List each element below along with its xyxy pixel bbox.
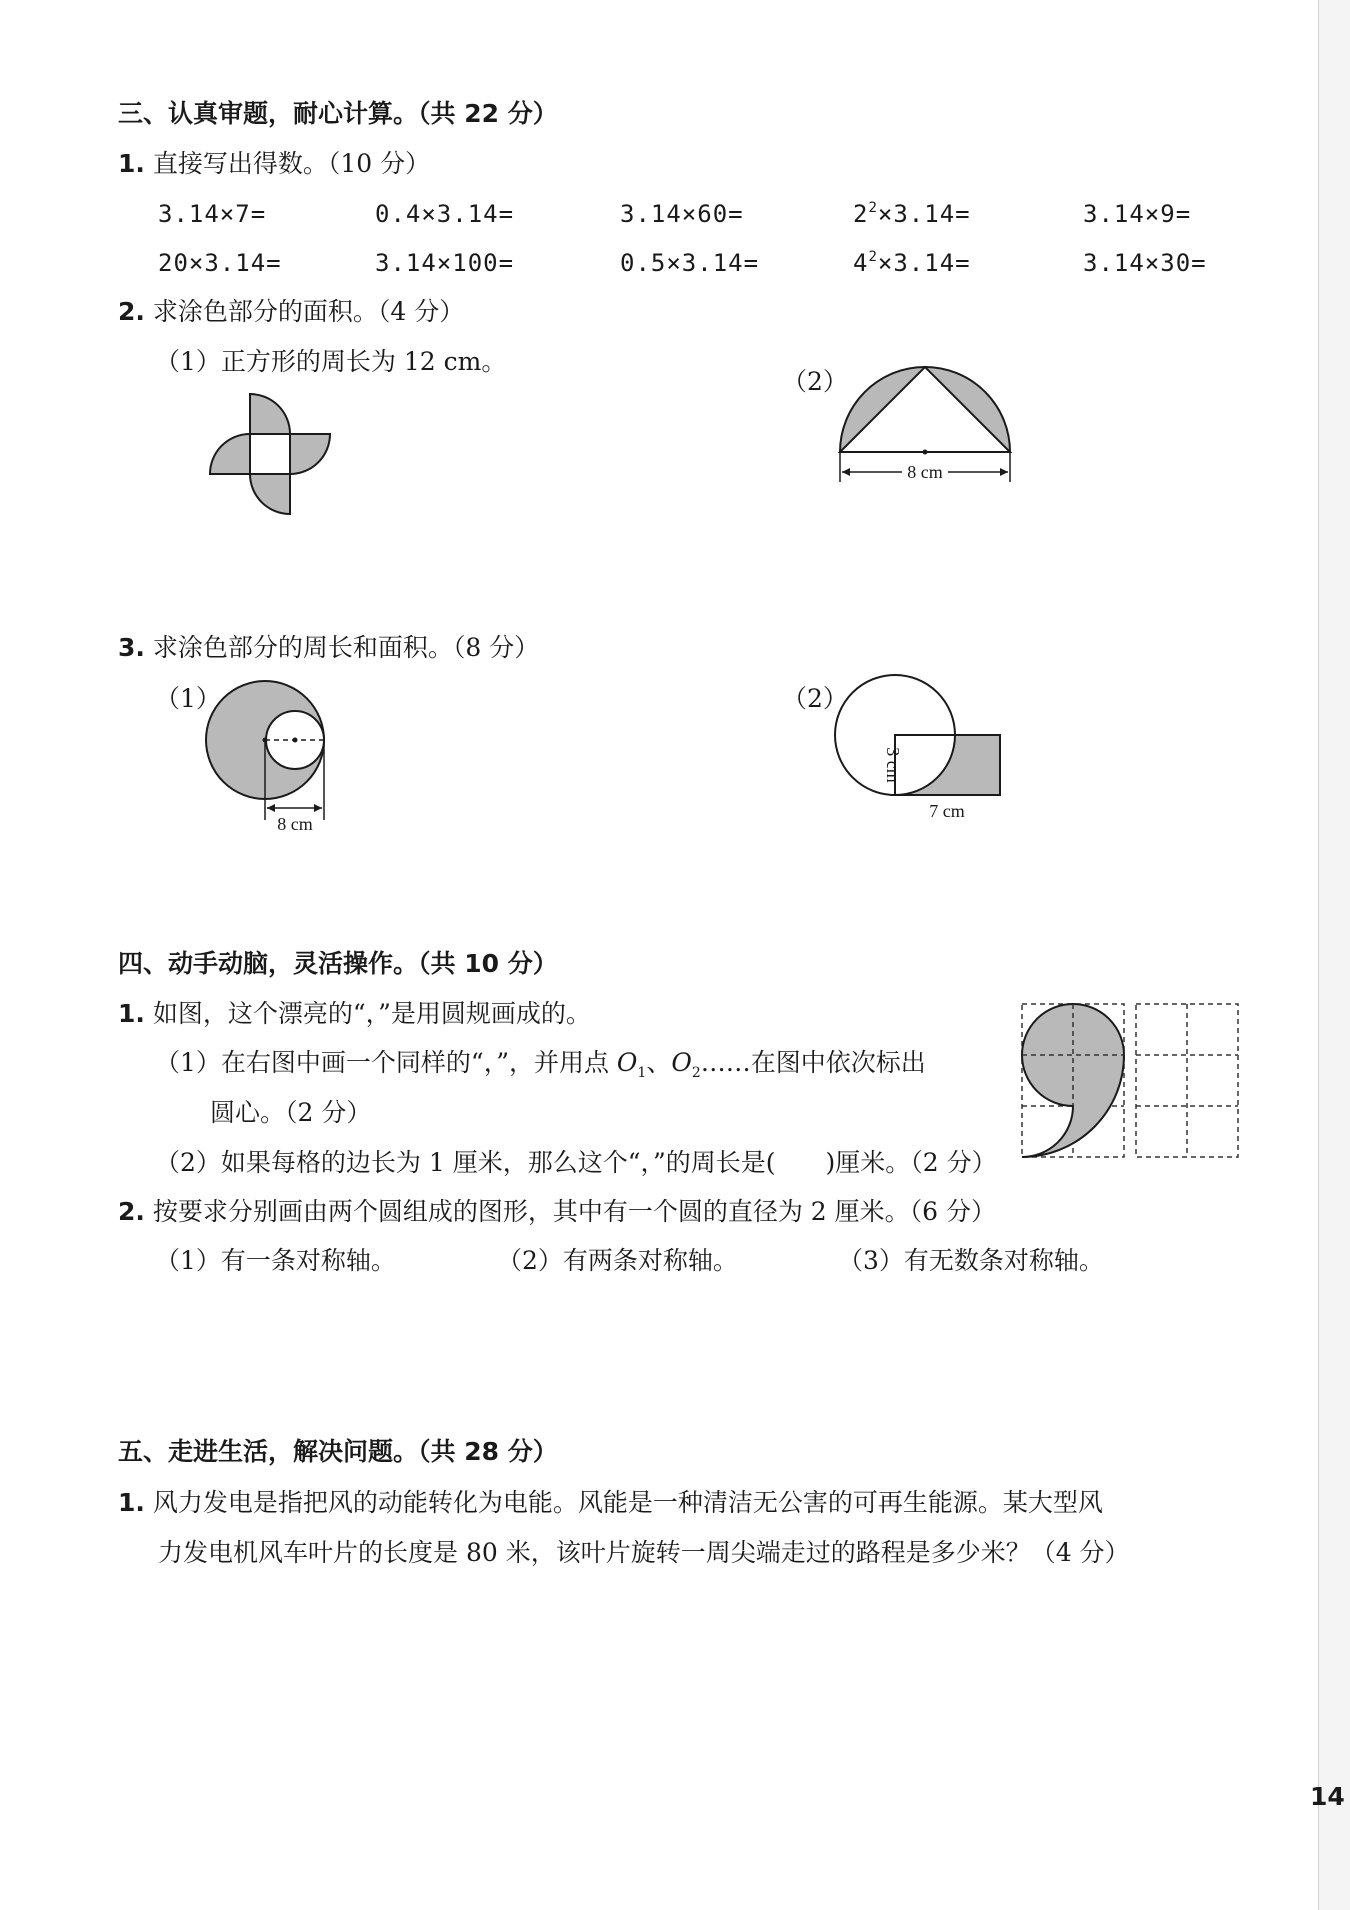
s4-q2-text: 按要求分别画由两个圆组成的图形，其中有一个圆的直径为 2 厘米。（6 分） bbox=[152, 1197, 997, 1226]
dimension-8cm-label: 8 cm bbox=[907, 462, 943, 482]
nested-circles-figure bbox=[205, 670, 345, 840]
page-number: 14 bbox=[1310, 1782, 1345, 1811]
s4-q2-opt3: （3）有无数条对称轴。 bbox=[838, 1246, 1104, 1275]
s4-q1-sub1-cont: 圆心。（2 分） bbox=[210, 1098, 372, 1127]
s4-q1-sub1: （1）在右图中画一个同样的“，”，并用点 $O_1$、$O_2\dots\dots$在图中依次标出 bbox=[155, 1048, 926, 1081]
s4-q1-sub2: （2）如果每格的边长为 1 厘米，那么这个“，”的周长是( )厘米。（2 分） bbox=[155, 1148, 997, 1177]
s3-q1-number: 1. bbox=[118, 149, 145, 178]
dimension-8cm-label-2: 8 cm bbox=[277, 814, 313, 834]
s3-q3-text: 求涂色部分的周长和面积。（8 分） bbox=[152, 633, 540, 662]
section5-heading: 五、走进生活，解决问题。（共 28 分） bbox=[118, 1437, 558, 1466]
pinwheel-blade-right bbox=[290, 434, 330, 474]
s4-q1-number: 1. bbox=[118, 999, 145, 1028]
s3-q2-text: 求涂色部分的面积。（4 分） bbox=[152, 297, 465, 326]
calc-r1-c2: 0.4×3.14= bbox=[375, 200, 515, 228]
right-grid bbox=[1136, 1004, 1238, 1157]
calc-r1-c4: $2^2\times 3.14=$ bbox=[853, 200, 971, 228]
s3-q3-sub2: （2） bbox=[782, 684, 848, 713]
s3-q3-sub1: （1） bbox=[155, 684, 221, 713]
s3-q2-sub2: （2） bbox=[782, 367, 848, 396]
dimension-3cm-label: 3 cm bbox=[883, 747, 903, 783]
calc-r1-c3: 3.14×60= bbox=[620, 200, 744, 228]
pinwheel-figure bbox=[200, 390, 340, 530]
s3-q3-line bbox=[118, 632, 539, 664]
section3-heading: 三、认真审题，耐心计算。（共 22 分） bbox=[118, 99, 558, 128]
s4-q1-line bbox=[118, 998, 591, 1030]
s5-q1-text-1: 风力发电是指把风的动能转化为电能。风能是一种清洁无公害的可再生能源。某大型风 bbox=[152, 1488, 1103, 1517]
s5-q1-line2: 力发电机风车叶片的长度是 80 米，该叶片旋转一周尖端走过的路程是多少米？（4 分） bbox=[158, 1538, 1130, 1567]
pinwheel-blade-top bbox=[250, 394, 290, 434]
circle-rectangle-figure bbox=[835, 675, 1035, 825]
s3-q2-number: 2. bbox=[118, 297, 145, 326]
section4-heading: 四、动手动脑，灵活操作。（共 10 分） bbox=[118, 949, 558, 978]
s5-q1-line1 bbox=[118, 1487, 1103, 1519]
comma-grid-figure bbox=[1020, 1002, 1242, 1162]
s3-q2-line bbox=[118, 296, 464, 328]
calc-r2-c5: 3.14×30= bbox=[1083, 249, 1207, 277]
calc-r1-c1: 3.14×7= bbox=[158, 200, 267, 228]
s3-q1-line bbox=[118, 148, 430, 180]
s5-q1-number: 1. bbox=[118, 1488, 145, 1517]
calc-r2-c1: 20×3.14= bbox=[158, 249, 282, 277]
calc-r2-c2: 3.14×100= bbox=[375, 249, 515, 277]
page-edge-strip bbox=[1318, 0, 1350, 1910]
s4-q2-opt2: （2）有两条对称轴。 bbox=[497, 1246, 738, 1275]
pinwheel-center-square bbox=[250, 434, 290, 474]
s4-q1-text: 如图，这个漂亮的“，”是用圆规画成的。 bbox=[152, 999, 591, 1028]
pinwheel-blade-left bbox=[210, 434, 250, 474]
s4-q2-opt1: （1）有一条对称轴。 bbox=[155, 1246, 396, 1275]
calc-r1-c5: 3.14×9= bbox=[1083, 200, 1192, 228]
center-dot bbox=[923, 450, 928, 455]
s3-q2-sub1: （1）正方形的周长为 12 cm。 bbox=[155, 347, 507, 376]
dimension-7cm-label: 7 cm bbox=[929, 801, 965, 821]
pinwheel-blade-bottom bbox=[250, 474, 290, 514]
s4-q2-line bbox=[118, 1196, 996, 1228]
calc-r2-c3: 0.5×3.14= bbox=[620, 249, 760, 277]
s3-q1-text: 直接写出得数。（10 分） bbox=[152, 149, 431, 178]
calc-r2-c4: $4^2\times 3.14=$ bbox=[853, 249, 971, 277]
s3-q3-number: 3. bbox=[118, 633, 145, 662]
s4-q2-number: 2. bbox=[118, 1197, 145, 1226]
semicircle-triangle-figure bbox=[830, 360, 1030, 490]
